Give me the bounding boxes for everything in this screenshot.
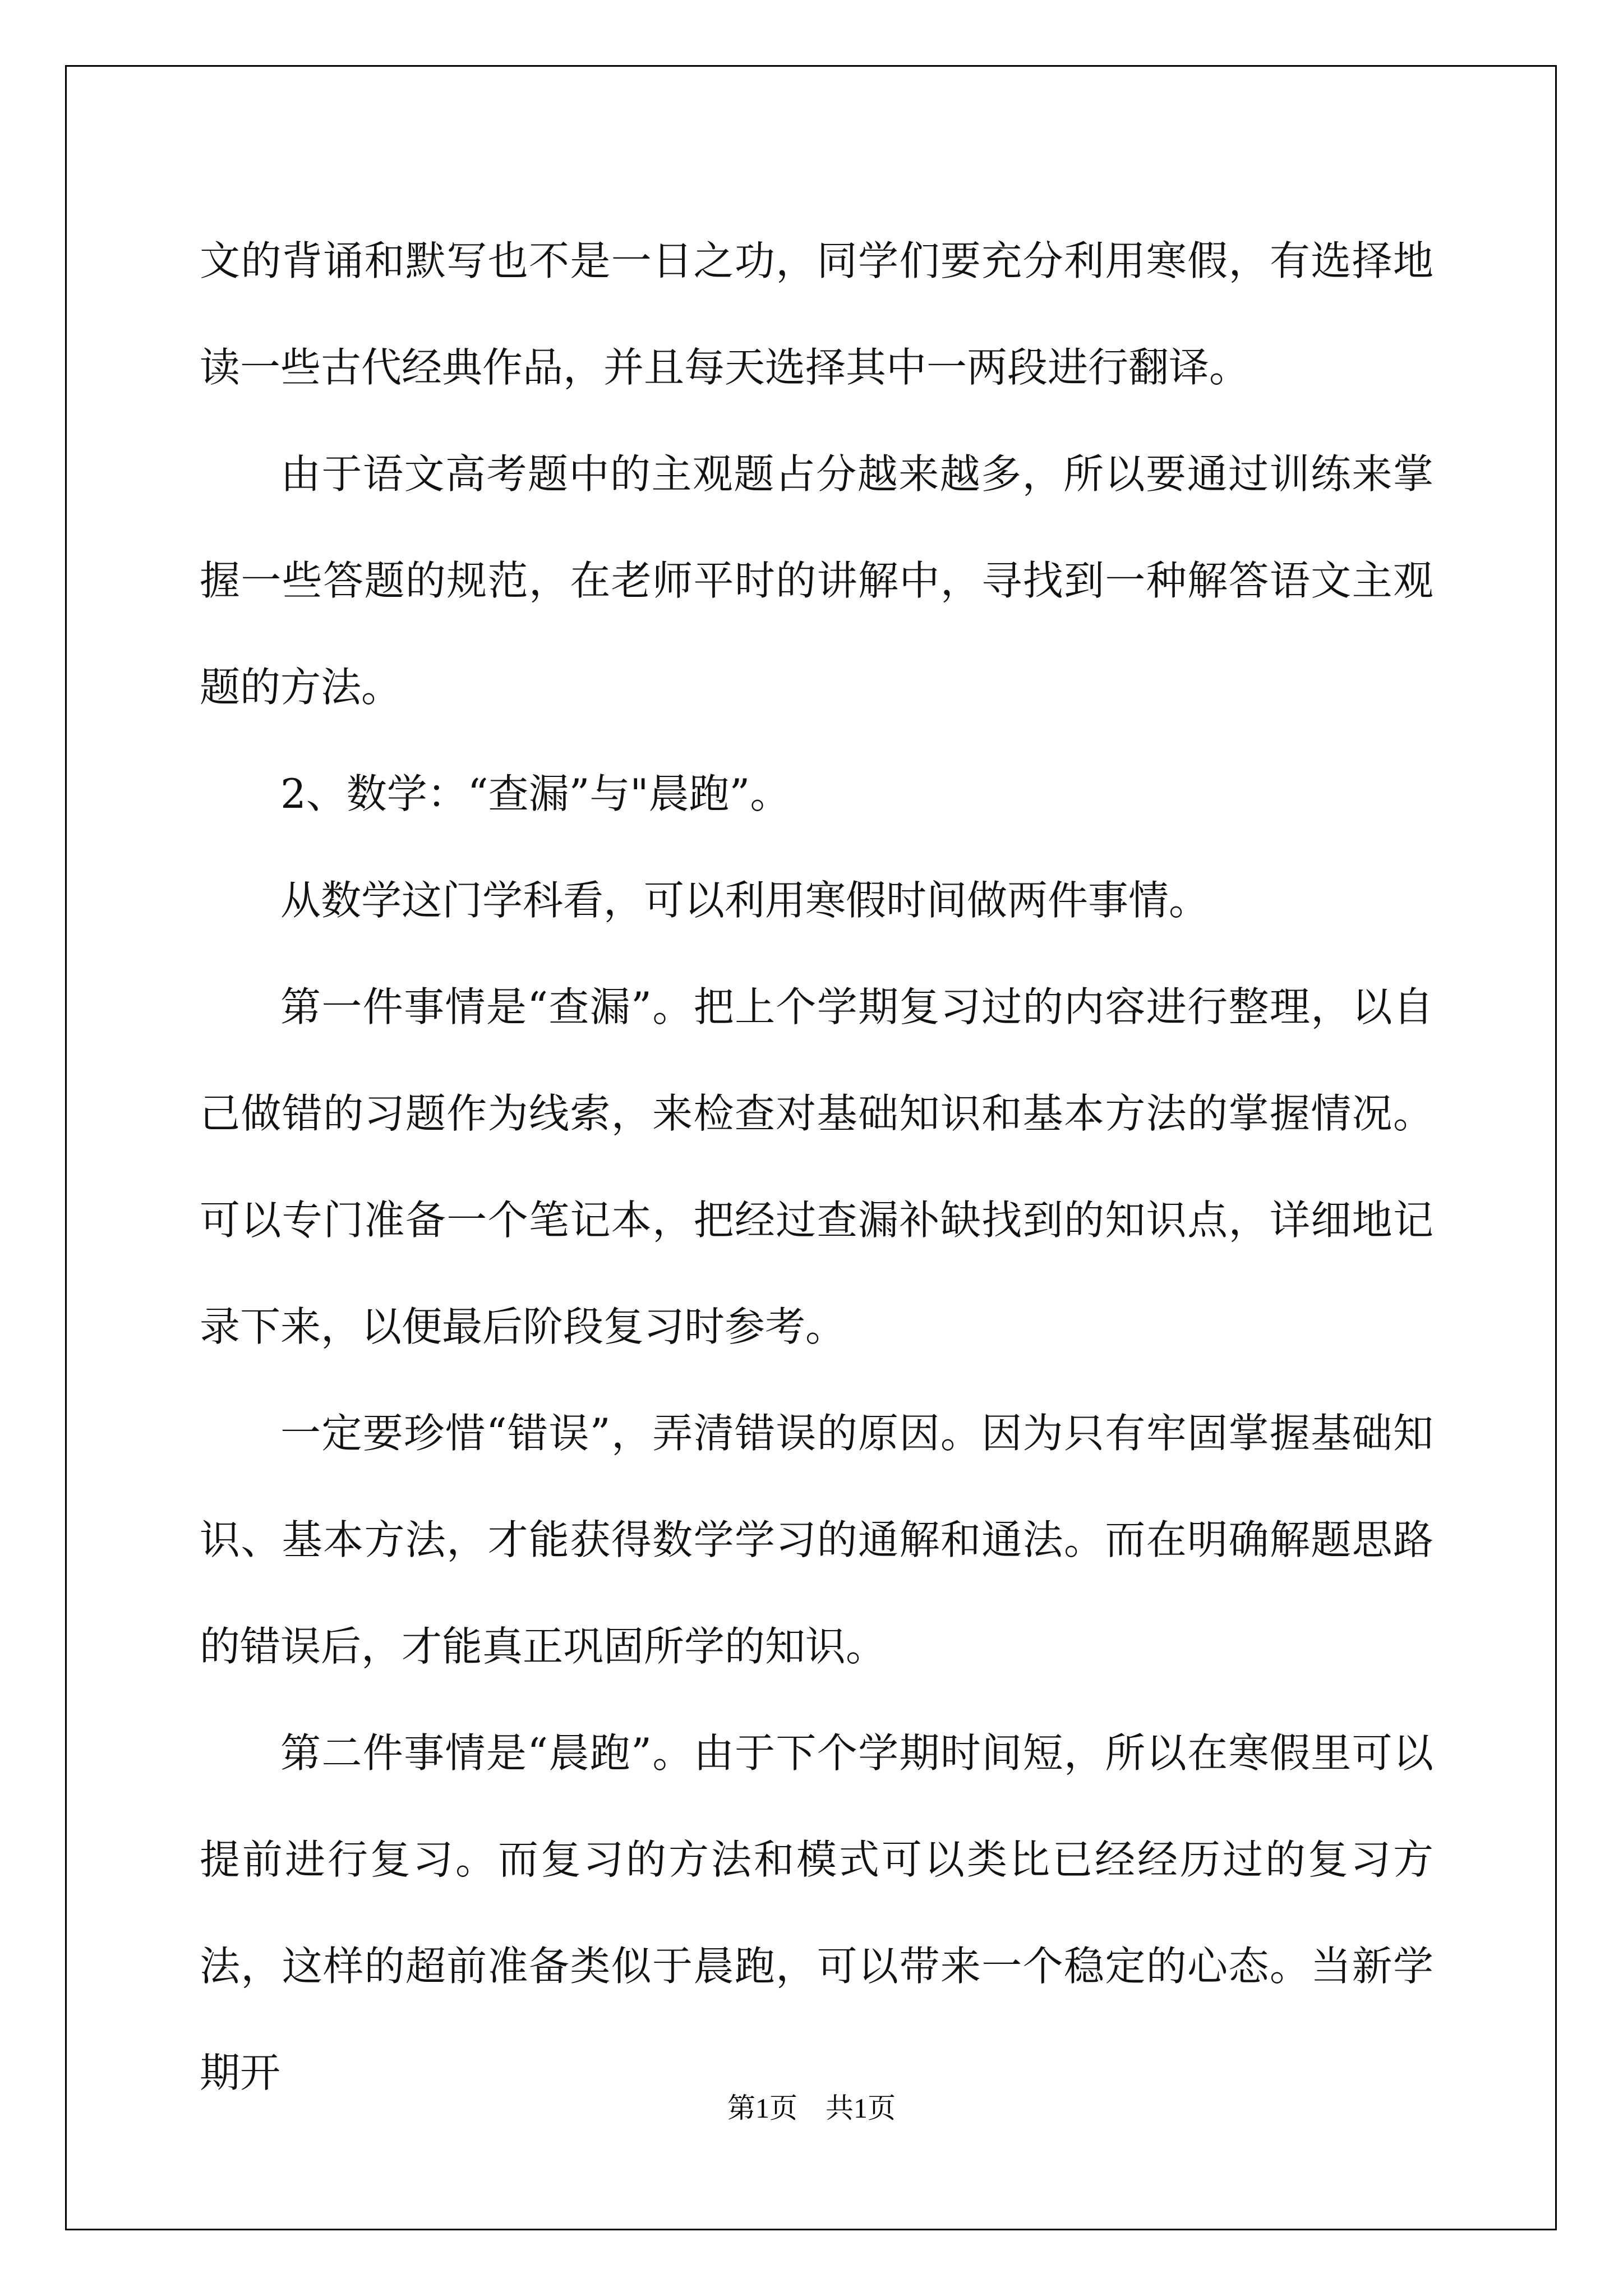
paragraph-3: 从数学这门学科看，可以利用寒假时间做两件事情。	[280, 877, 1210, 924]
document-body	[200, 208, 1433, 2126]
paragraph-2: 由于语文高考题中的主观题占分越来越多，所以要通过训练来掌握一些答题的规范，在老师平时的讲解中，寻找到一种解答语文主观题的方法。	[200, 450, 1433, 711]
page-number-total: 共1页	[826, 2092, 896, 2124]
page-footer	[0, 2091, 1623, 2125]
paragraph-5: 一定要珍惜“错误”，弄清错误的原因。因为只有牢固掌握基础知识、基本方法，才能获得数学学习的通解和通法。而在明确解题思路的错误后，才能真正巩固所学的知识。	[200, 1410, 1433, 1670]
paragraph-6: 第二件事情是“晨跑”。由于下个学期时间短，所以在寒假里可以提前进行复习。而复习的方法和模式可以类比已经经历过的复习方法，这样的超前准备类似于晨跑，可以带来一个稳定的心态。当新学期开	[200, 1729, 1433, 2096]
page-number-current: 第1页	[727, 2092, 797, 2124]
paragraph-1: 文的背诵和默写也不是一日之功，同学们要充分利用寒假，有选择地读一些古代经典作品，并且每天选择其中一两段进行翻译。	[200, 237, 1433, 391]
paragraph-4: 第一件事情是“查漏”。把上个学期复习过的内容进行整理，以自己做错的习题作为线索，来检查对基础知识和基本方法的掌握情况。可以专门准备一个笔记本，把经过查漏补缺找到的知识点，详细地记录下来，以便最后阶段复习时参考。	[200, 983, 1433, 1350]
section-heading-math: 2、数学：“查漏”与"晨跑”。	[280, 770, 791, 817]
